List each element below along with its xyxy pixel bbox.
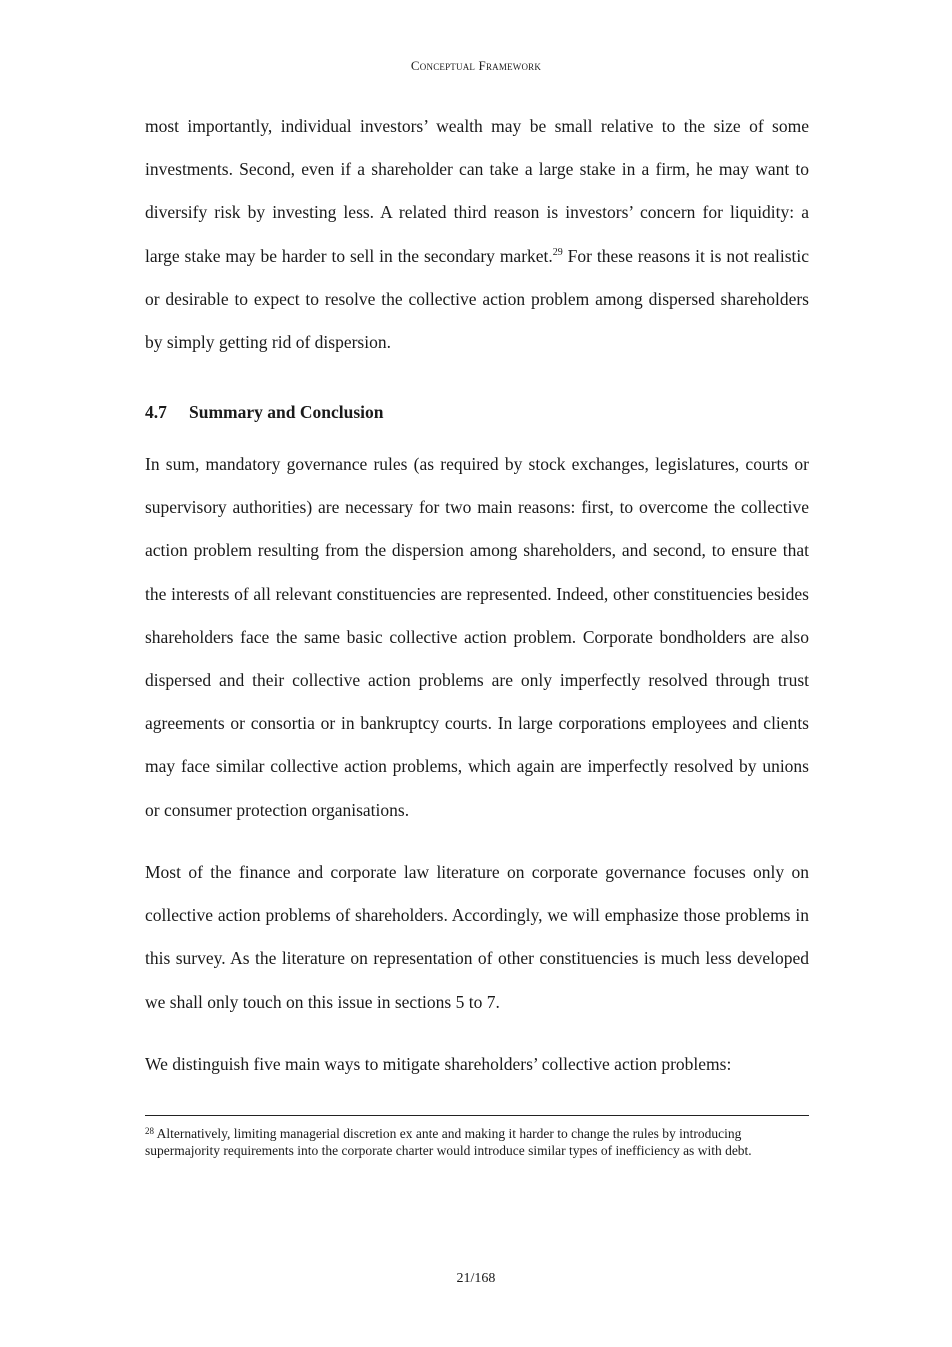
footnote xyxy=(145,1125,765,1159)
paragraph-continuation xyxy=(145,105,809,364)
footnote-divider xyxy=(145,1115,809,1116)
paragraph-summary: In sum, mandatory governance rules (as required by stock exchanges, legislatures, courts or supervisory authorities) are necessary for two main reasons: first, to overcome the collective action problem resulting from the dispersion among shareholders, and second, to ensure that the interests of all relevant constituencies are represented. Indeed, other constituencies besides shareholders face the same basic collective action problem. Corporate bondholders are also dispersed and their collective action problems are only imperfectly resolved through trust agreements or consortia or in bankruptcy courts. In large corporations employees and clients may face similar collective action problems, which again are imperfectly resolved by unions or consumer protection organisations. xyxy=(145,454,809,820)
footnote-reference[interactable]: 29 xyxy=(552,246,563,258)
section-number: 4.7 xyxy=(145,402,167,422)
page-number: 21/168 xyxy=(456,1271,496,1286)
paragraph-literature: Most of the finance and corporate law literature on corporate governance focuses only on collective action problems of shareholders. Accordingly, we will emphasize those problems in this survey. As the literature on representation of other constituencies is much less developed we shall only touch on this issue in sections 5 to 7. xyxy=(145,862,809,1012)
paragraph-intro-list: We distinguish five main ways to mitigate shareholders’ collective action problems: xyxy=(145,1054,732,1074)
footnote-mark: 28 xyxy=(145,1126,154,1136)
paragraph-text: most importantly, individual investors’ wealth may be small relative to the size of some investments. Second, even if a shareholder can take a large stake in a firm, he may want to diversify risk by investing less. A related third reason is investors’ concern for liquidity: a large stake may be harder to sell in the secondary market. xyxy=(145,116,809,266)
footnote-text: Alternatively, limiting managerial discretion ex ante and making it harder to change the rules by introducing supermajority requirements into the corporate charter would introduce similar types of inefficiency as with debt. xyxy=(145,1126,752,1158)
section-heading xyxy=(145,402,809,423)
section-title: Summary and Conclusion xyxy=(189,402,384,422)
running-header: Conceptual Framework xyxy=(410,58,542,73)
paragraph-text: For these reasons it is not realistic or desirable to expect to resolve the collective action problem among dispersed shareholders by simply getting rid of dispersion. xyxy=(145,245,809,353)
